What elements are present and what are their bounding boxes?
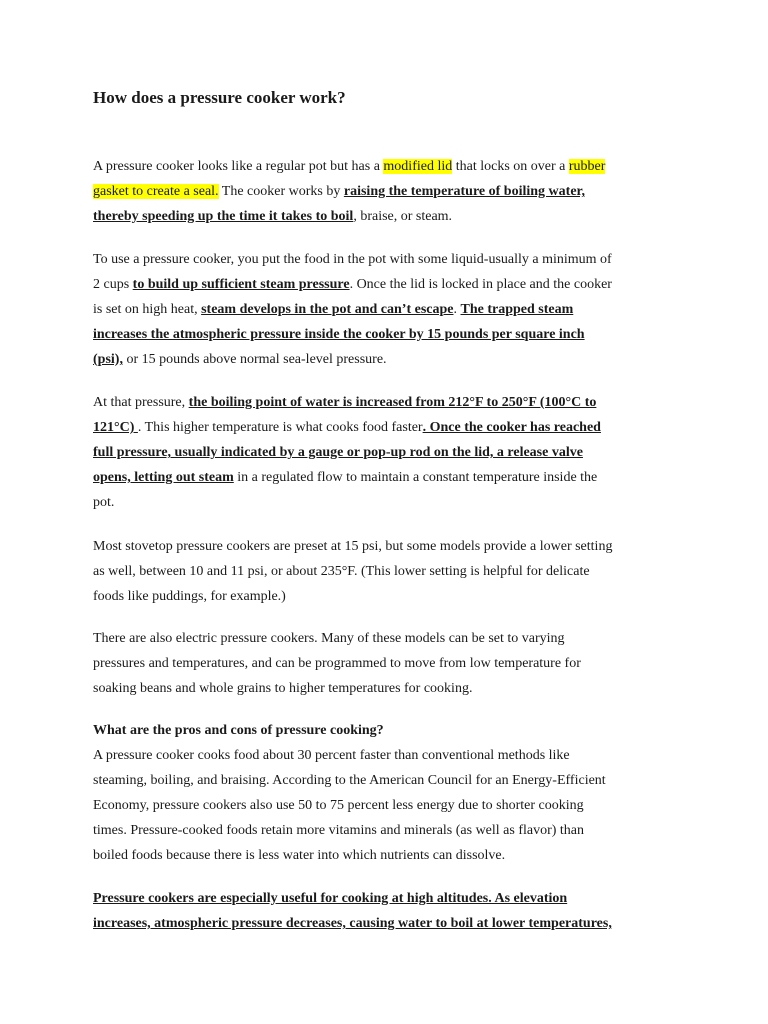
text-line: times. Pressure-cooked foods retain more vitamins and minerals (as well as flavor) than — [93, 823, 585, 838]
highlighted-text: modified lid — [383, 159, 453, 174]
paragraph-boiling-point — [93, 390, 673, 515]
highlighted-text: gasket to create a seal. — [93, 184, 219, 199]
text-line: boiled foods because there is less water into which nutrients can dissolve. — [93, 848, 506, 863]
emphasized-text: full pressure, usually indicated by a gauge or pop-up rod on the lid, a release valve — [93, 445, 583, 460]
text-line: A pressure cooker cooks food about 30 percent faster than conventional methods like — [93, 748, 570, 763]
text-line: 2 cups to build up sufficient steam pressure. Once the lid is locked in place and the cooker — [93, 277, 612, 292]
emphasized-text: the boiling point of water is increased from 212°F to 250°F (100°C to — [188, 395, 597, 410]
text-line: opens, letting out steam in a regulated flow to maintain a constant temperature inside the — [93, 470, 598, 485]
text-line: Economy, pressure cookers also use 50 to 75 percent less energy due to shorter cooking — [93, 798, 584, 813]
emphasized-text: steam develops in the pot and can’t escape — [201, 302, 454, 317]
emphasized-text: The trapped steam — [460, 302, 574, 317]
text-line: is set on high heat, steam develops in the pot and can’t escape. The trapped steam — [93, 302, 574, 317]
text-line: (psi), or 15 pounds above normal sea-level pressure. — [93, 352, 387, 367]
document-title: How does a pressure cooker work? — [93, 88, 346, 107]
emphasized-text: to build up sufficient steam pressure — [132, 277, 350, 292]
paragraph-pros — [93, 743, 673, 868]
emphasized-text: 121°C) — [93, 420, 138, 435]
paragraph-usage — [93, 247, 673, 372]
emphasized-text: Pressure cookers are especially useful for cooking at high altitudes. As elevation — [93, 891, 568, 906]
paragraph-stovetop — [93, 534, 673, 609]
text-line: steaming, boiling, and braising. According to the American Council for an Energy-Efficient — [93, 773, 606, 788]
text-line: thereby speeding up the time it takes to boil, braise, or steam. — [93, 209, 453, 224]
paragraph-electric — [93, 626, 673, 701]
emphasized-text: opens, letting out steam — [93, 470, 234, 485]
text-line: pot. — [93, 495, 115, 510]
text-line: soaking beans and whole grains to higher temperatures for cooking. — [93, 681, 473, 696]
text-line: To use a pressure cooker, you put the food in the pot with some liquid-usually a minimum of — [93, 252, 612, 267]
emphasized-text: raising the temperature of boiling water, — [343, 184, 585, 199]
text-line: gasket to create a seal. The cooker works by raising the temperature of boiling water, — [93, 184, 585, 199]
text-line: pressures and temperatures, and can be programmed to move from low temperature for — [93, 656, 581, 671]
emphasized-text: . Once the cooker has reached — [422, 420, 601, 435]
text-line: At that pressure, the boiling point of water is increased from 212°F to 250°F (100°C to — [93, 395, 597, 410]
text-line: Most stovetop pressure cookers are preset at 15 psi, but some models provide a lower setting — [93, 539, 613, 554]
highlighted-text: rubber — [568, 159, 606, 174]
emphasized-text: increases, atmospheric pressure decreases, causing water to boil at lower temperatures, — [93, 916, 612, 931]
text-line — [93, 322, 673, 347]
text-line: 121°C) . This higher temperature is what cooks food faster. Once the cooker has reached — [93, 420, 601, 435]
text-line: A pressure cooker looks like a regular pot but has a modified lid that locks on over a rubber — [93, 159, 606, 174]
paragraph-intro — [93, 154, 673, 229]
text-line: as well, between 10 and 11 psi, or about 235°F. (This lower setting is helpful for delicate — [93, 564, 590, 579]
text-line: foods like puddings, for example.) — [93, 589, 286, 604]
text-line: There are also electric pressure cookers. Many of these models can be set to varying — [93, 631, 565, 646]
emphasized-text: (psi), — [93, 352, 123, 367]
emphasized-text: increases the atmospheric pressure inside the cooker by 15 pounds per square inch — [93, 327, 585, 342]
section-heading: What are the pros and cons of pressure cooking? — [93, 723, 384, 738]
paragraph-altitude — [93, 886, 673, 936]
emphasized-text: thereby speeding up the time it takes to boil — [93, 209, 354, 224]
text-line — [93, 440, 673, 465]
